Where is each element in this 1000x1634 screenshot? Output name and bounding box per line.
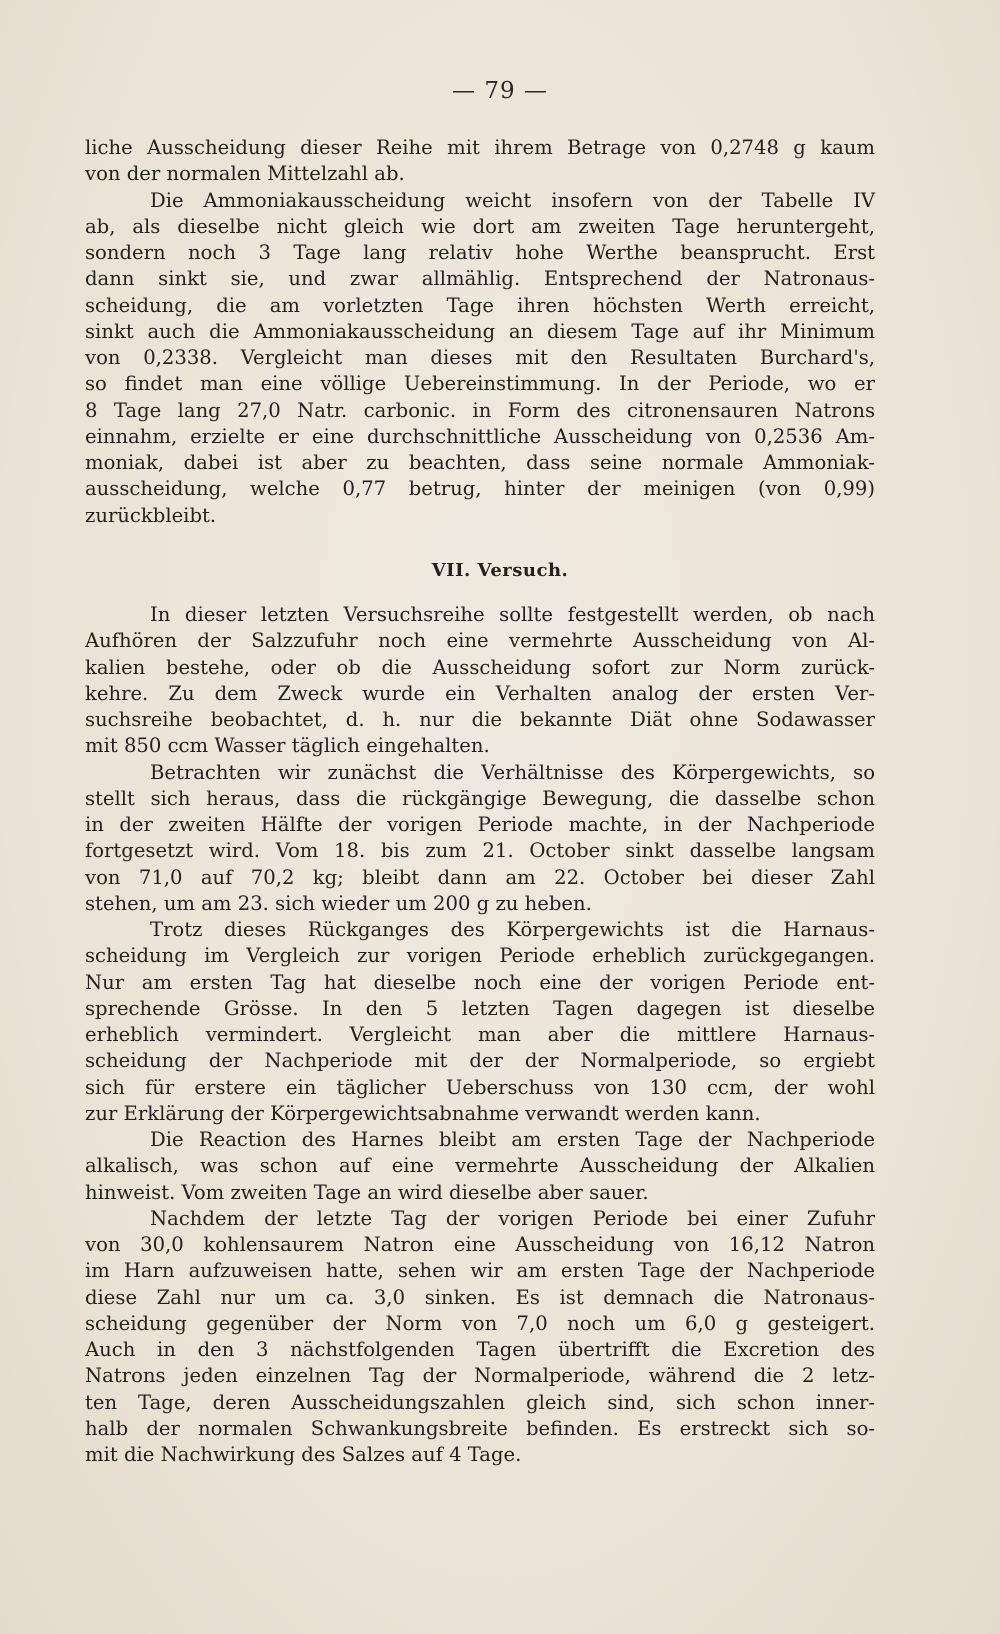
text-line: kalien bestehe, oder ob die Ausscheidung sofort zur Norm zurück-: [85, 655, 875, 679]
text-line: Die Reaction des Harnes bleibt am ersten Tage der Nachperiode: [150, 1128, 875, 1151]
text-line: mit 850 ccm Wasser täglich eingehalten.: [85, 734, 490, 758]
text-line: Aufhören der Salzzufuhr noch eine vermehrte Ausscheidung von Al-: [85, 629, 875, 653]
text-line: von der normalen Mittelzahl ab.: [85, 162, 405, 186]
text-line: zurückbleibt.: [85, 503, 217, 527]
paragraph-block-top: [85, 135, 875, 529]
text-line: sprechende Grösse. In den 5 letzten Tagen dagegen ist dieselbe: [85, 996, 875, 1020]
paragraph-block-main: [85, 602, 875, 1468]
text-line: erheblich vermindert. Vergleicht man aber die mittlere Harnaus-: [85, 1023, 875, 1046]
text-line: Natrons jeden einzelnen Tag der Normalperiode, während die 2 letz-: [85, 1364, 875, 1388]
text-line: ab, als dieselbe nicht gleich wie dort am zweiten Tage heruntergeht,: [85, 214, 875, 238]
text-line: Die Ammoniakausscheidung weicht insofern von der Tabelle IV: [150, 188, 875, 212]
text-line: scheidung, die am vorletzten Tage ihren höchsten Werth erreicht,: [85, 293, 875, 317]
text-line: stehen, um am 23. sich wieder um 200 g zu heben.: [85, 891, 592, 915]
text-line: scheidung gegenüber der Norm von 7,0 noch um 6,0 g gesteigert.: [85, 1311, 875, 1335]
text-line: im Harn aufzuweisen hatte, sehen wir am ersten Tage der Nachperiode: [85, 1259, 875, 1283]
text-line: In dieser letzten Versuchsreihe sollte festgestellt werden, ob nach: [150, 603, 875, 626]
text-line: liche Ausscheidung dieser Reihe mit ihrem Betrage von 0,2748 g kaum: [85, 136, 875, 159]
text-line: von 71,0 auf 70,2 kg; bleibt dann am 22. October bei dieser Zahl: [85, 865, 875, 889]
text-line: Betrachten wir zunächst die Verhältnisse des Körpergewichts, so: [150, 760, 875, 784]
text-line: scheidung im Vergleich zur vorigen Periode erheblich zurückgegangen.: [85, 944, 875, 968]
text-line: alkalisch, was schon auf eine vermehrte Ausscheidung der Alkalien: [85, 1154, 875, 1178]
text-line: dann sinkt sie, und zwar allmählig. Entsprechend der Natronaus-: [85, 267, 875, 291]
text-line: ten Tage, deren Ausscheidungszahlen gleich sind, sich schon inner-: [85, 1390, 875, 1414]
section-heading: VII. Versuch.: [431, 560, 569, 581]
text-line: stellt sich heraus, dass die rückgängige Bewegung, die dasselbe schon: [85, 786, 875, 810]
text-line: einnahm, erzielte er eine durchschnittliche Ausscheidung von 0,2536 Am-: [85, 424, 875, 448]
text-line: Nachdem der letzte Tag der vorigen Periode bei einer Zufuhr: [150, 1206, 875, 1230]
text-line: sinkt auch die Ammoniakausscheidung an diesem Tage auf ihr Minimum: [85, 319, 875, 343]
text-line: fortgesetzt wird. Vom 18. bis zum 21. October sinkt dasselbe langsam: [85, 839, 875, 863]
text-line: sondern noch 3 Tage lang relativ hohe Werthe beansprucht. Erst: [85, 241, 875, 264]
text-line: zur Erklärung der Körpergewichtsabnahme verwandt werden kann.: [85, 1101, 761, 1125]
text-line: 8 Tage lang 27,0 Natr. carbonic. in Form des citronensauren Natrons: [85, 398, 875, 422]
text-line: Nur am ersten Tag hat dieselbe noch eine der vorigen Periode ent-: [85, 970, 875, 994]
text-line: mit die Nachwirkung des Salzes auf 4 Tage.: [85, 1443, 522, 1466]
text-line: von 0,2338. Vergleicht man dieses mit den Resultaten Burchard's,: [85, 346, 875, 369]
text-line: kehre. Zu dem Zweck wurde ein Verhalten analog der ersten Ver-: [85, 681, 875, 705]
text-line: suchsreihe beobachtet, d. h. nur die bekannte Diät ohne Sodawasser: [85, 708, 875, 731]
text-line: in der zweiten Hälfte der vorigen Periode machte, in der Nachperiode: [85, 813, 875, 836]
text-line: hinweist. Vom zweiten Tage an wird dieselbe aber sauer.: [85, 1180, 649, 1204]
text-line: halb der normalen Schwankungsbreite befinden. Es erstreckt sich so-: [85, 1416, 875, 1440]
text-line: diese Zahl nur um ca. 3,0 sinken. Es ist demnach die Natronaus-: [85, 1285, 875, 1309]
text-line: Auch in den 3 nächstfolgenden Tagen übertrifft die Excretion des: [85, 1338, 875, 1361]
text-line: moniak, dabei ist aber zu beachten, dass seine normale Ammoniak-: [85, 451, 875, 474]
text-line: von 30,0 kohlensaurem Natron eine Ausscheidung von 16,12 Natron: [85, 1233, 875, 1256]
text-line: ausscheidung, welche 0,77 betrug, hinter der meinigen (von 0,99): [85, 477, 875, 501]
text-line: sich für erstere ein täglicher Ueberschuss von 130 ccm, der wohl: [85, 1075, 875, 1099]
text-line: scheidung der Nachperiode mit der der Normalperiode, so ergiebt: [85, 1049, 875, 1073]
page-number: — 79 —: [452, 78, 548, 104]
text-line: so findet man eine völlige Uebereinstimmung. In der Periode, wo er: [85, 372, 875, 396]
text-line: Trotz dieses Rückganges des Körpergewichts ist die Harnaus-: [150, 918, 875, 941]
